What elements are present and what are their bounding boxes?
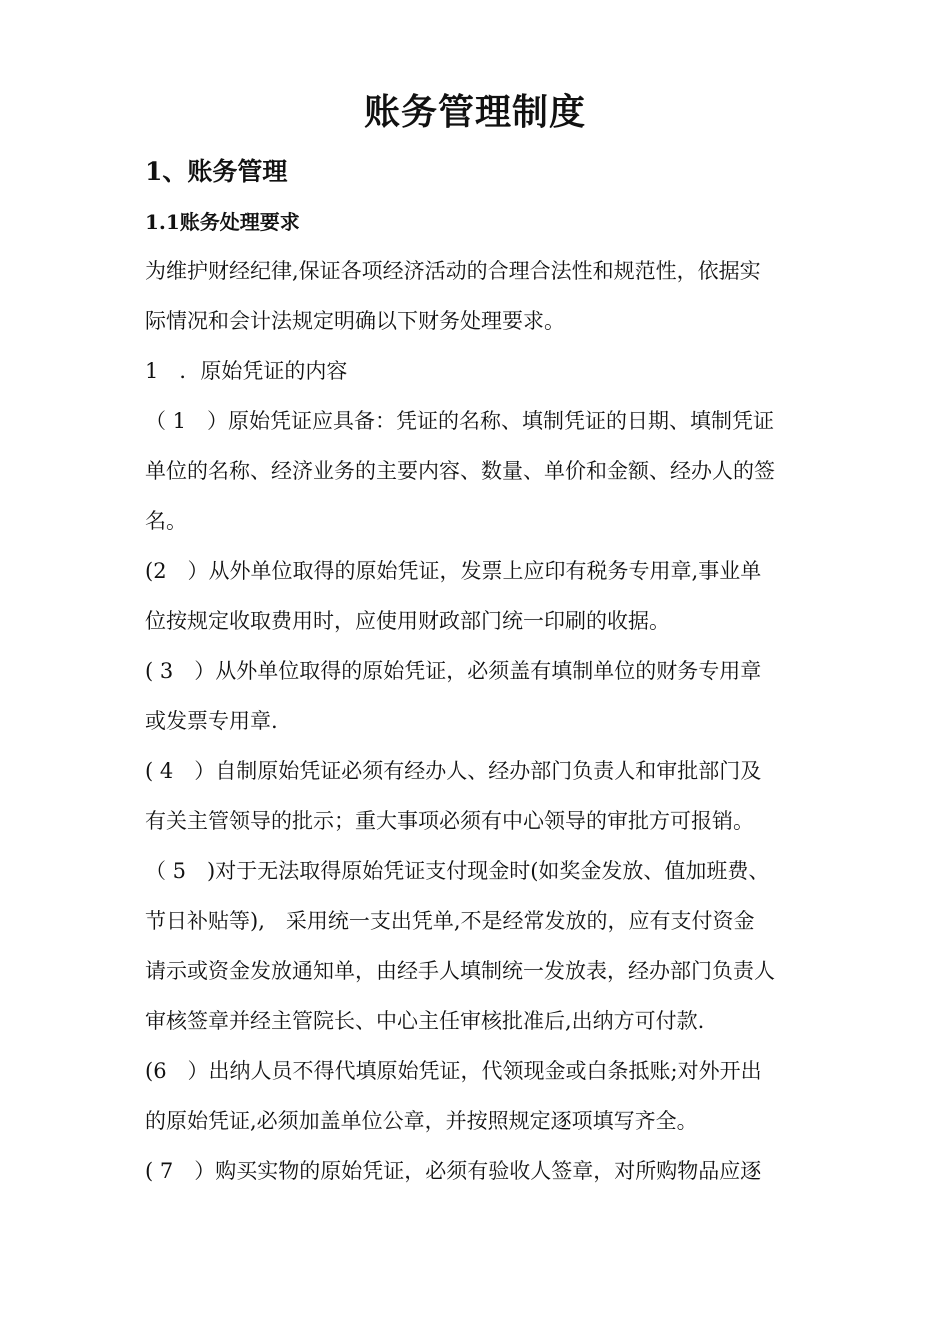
document-title: 账务管理制度 <box>363 91 586 133</box>
text-line: (6 ）出纳人员不得代填原始凭证，代领现金或白条抵账;对外开出 <box>145 1059 762 1083</box>
text-line: 名。 <box>145 509 187 533</box>
section-heading: 1、账务管理 <box>145 157 288 186</box>
text-line: （ 1 ）原始凭证应具备：凭证的名称、填制凭证的日期、填制凭证 <box>145 409 775 433</box>
text-line: 审核签章并经主管院长、中心主任审核批准后,出纳方可付款. <box>145 1009 705 1033</box>
text-line: 1 ．原始凭证的内容 <box>145 359 348 383</box>
text-line: （ 5 )对于无法取得原始凭证支付现金时(如奖金发放、值加班费、 <box>145 859 770 883</box>
text-line: 为维护财经纪律,保证各项经济活动的合理合法性和规范性，依据实 <box>145 259 761 283</box>
text-line: 的原始凭证,必须加盖单位公章，并按照规定逐项填写齐全。 <box>145 1109 698 1133</box>
text-line: 有关主管领导的批示；重大事项必须有中心领导的审批方可报销。 <box>145 809 754 833</box>
body-text <box>145 254 825 1204</box>
text-line: (2 ）从外单位取得的原始凭证，发票上应印有税务专用章,事业单 <box>145 559 762 583</box>
text-line: 单位的名称、经济业务的主要内容、数量、单价和金额、经办人的签 <box>145 459 775 483</box>
text-line: 或发票专用章. <box>145 709 278 733</box>
text-line: 位按规定收取费用时，应使用财政部门统一印刷的收据。 <box>145 609 670 633</box>
text-line: 请示或资金发放通知单，由经手人填制统一发放表，经办部门负责人 <box>145 959 775 983</box>
text-line: ( 3 ）从外单位取得的原始凭证，必须盖有填制单位的财务专用章 <box>145 659 762 683</box>
text-line: ( 4 ）自制原始凭证必须有经办人、经办部门负责人和审批部门及 <box>145 759 762 783</box>
text-line: ( 7 ）购买实物的原始凭证，必须有验收人签章，对所购物品应逐 <box>145 1159 762 1183</box>
text-line: 节日补贴等), 采用统一支出凭单,不是经常发放的，应有支付资金 <box>145 909 755 933</box>
text-line: 际情况和会计法规定明确以下财务处理要求。 <box>145 309 565 333</box>
subsection-heading: 1.1账务处理要求 <box>145 210 300 234</box>
